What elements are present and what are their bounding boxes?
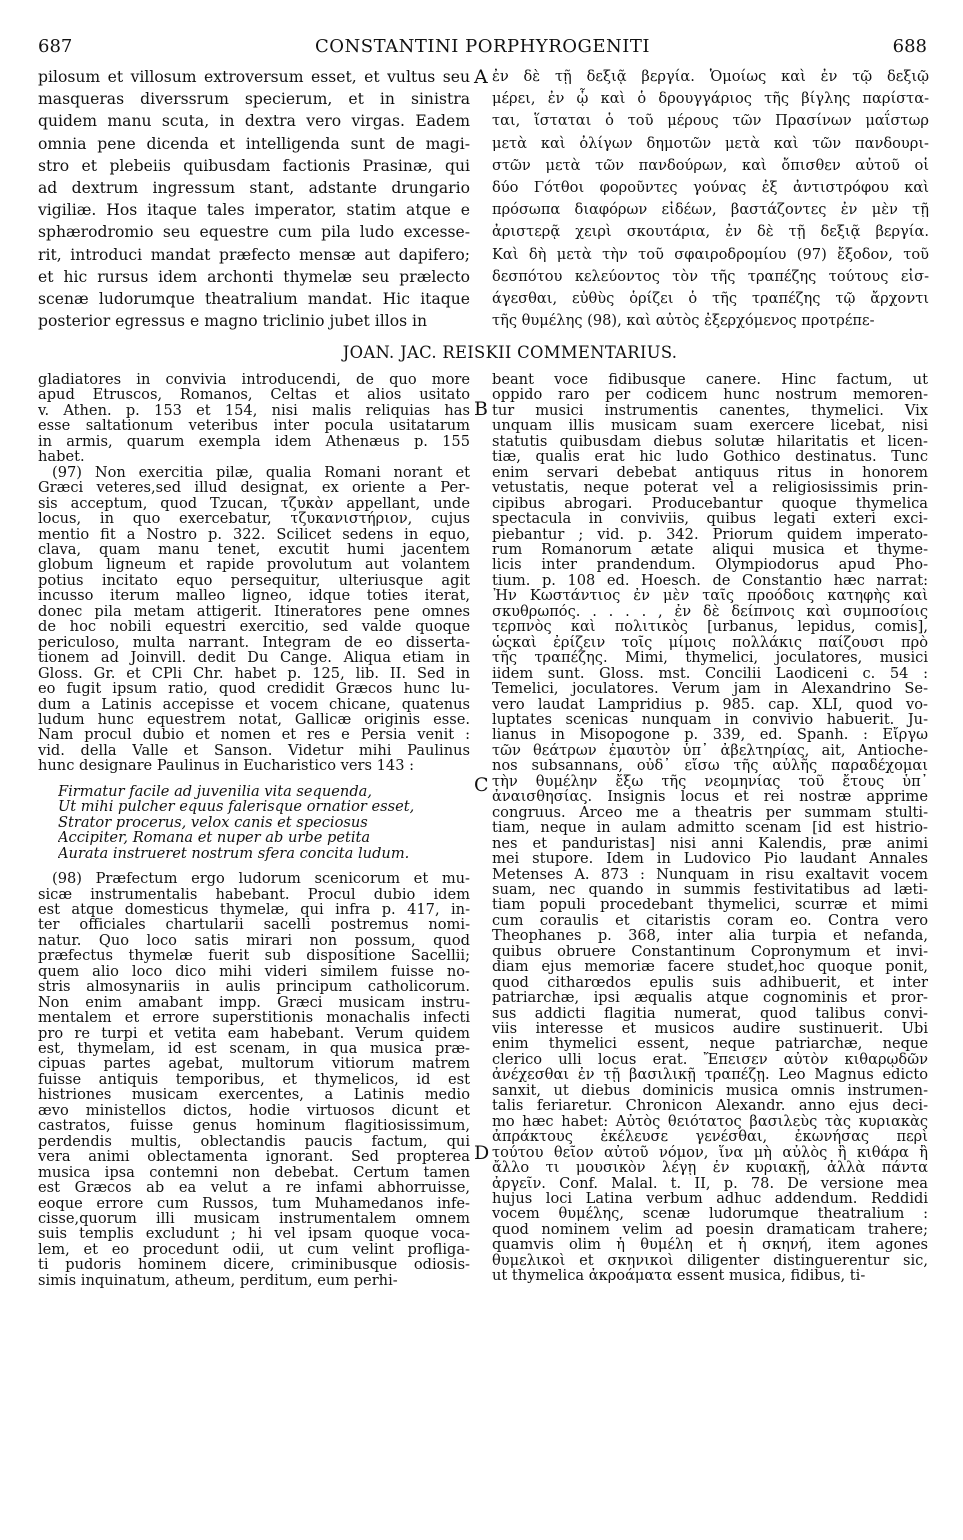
commentary-left-column — [38, 372, 470, 1288]
commentary-line: licis inter prandendum. Olympiodorus apud Pho- — [492, 557, 928, 573]
commentary-line: vero laudat Lampridius p. 985. cap. XLI, quod vo- — [492, 696, 928, 712]
poem-quotation — [58, 784, 470, 861]
latin-text-line: ad dextrum ingressum stant, adstante drungario — [38, 179, 470, 198]
commentary-line: tium. p. 108 ed. Hoesch. de Constantio hæc narrat: — [492, 572, 928, 589]
running-header — [38, 36, 927, 62]
commentary-line: vetustatis, neque poterat vel a religiosissimis prin- — [492, 480, 928, 496]
running-title: CONSTANTINI PORPHYROGENITI — [315, 36, 650, 57]
commentary-line: fuisse antiquis temporibus, et thymelicos, id est — [38, 1071, 470, 1088]
commentary-line: ludum hunc equestrem notat, Gallicæ originis esse. — [38, 711, 470, 728]
commentary-line: ut thymelica ἀκροάματα essent musica, fidibus, ti- — [492, 1268, 866, 1284]
commentary-line: nos subsannans, οὐδ᾽ εἴσω τῆς αὐλῆς παραδέχομαι — [492, 758, 928, 774]
commentary-line: ἀνέχεσθαι ἐν τῇ βασιλικῇ τραπέζῃ. Leo Magnus edicto — [492, 1067, 928, 1083]
commentary-line: histriones musicam exercentes, a Latinis medio — [38, 1087, 470, 1103]
commentary-line: unquam illis musicam suam exercere licebat, nisi — [492, 418, 928, 434]
commentary-line: enim thymelici essent, neque patriarchæ, neque — [492, 1036, 928, 1052]
commentary-line: clerico ulli locus erat. Ἔπεισεν αὐτὸν κιθαρῳδῶν — [492, 1051, 928, 1068]
commentary-line: diam ejus memoriæ facere studet,hoc quoque ponit, — [492, 959, 928, 975]
commentary-line: ævo ministellos dictos, hodie virtuosos dicunt et — [38, 1102, 470, 1119]
commentary-line: castratos, fuisse genus hominum flagitiosissimum, — [38, 1118, 470, 1134]
latin-text-line: vigiliæ. Hos itaque tales imperator, statim atque e — [38, 201, 470, 220]
commentary-line: ter officiales chartularii sacelli postremus nomi- — [38, 917, 470, 933]
commentary-line: cipibus abrogari. Producebantur quoque thymelica — [492, 495, 928, 512]
commentary-line: (97) Non exercitia pilæ, qualia Romani norant et — [52, 464, 470, 481]
commentary-line: spectacula in conviviis, quibus legati exteri exci- — [492, 511, 928, 527]
commentary-line: mentio fit a Nostro p. 322. Scilicet sedens in equo, — [38, 526, 470, 542]
commentary-line: donec pila metam attigerit. Itineratores pene omnes — [38, 603, 470, 620]
commentary-line: rum Romanorum ætate aliqui musica et thyme- — [492, 541, 928, 558]
commentary-line: ἄλλο τι μουσικὸν λέγῃ ἐν κυριακῇ, ἀλλὰ πάντα — [492, 1160, 928, 1176]
commentary-line: σκυθρωπός. . . . . , ἐν δὲ δείπνοις καὶ συμποσίοις — [492, 603, 928, 620]
commentary-line: quod citharœdos epulis suis adhibuerit, et inter — [492, 974, 928, 991]
commentary-line: lem, et eo procedunt odii, ut cum velint profliga- — [38, 1241, 470, 1258]
commentary-line: est Græcos ab ea velut a re infami abhorruisse, — [38, 1180, 470, 1196]
commentary-line: periculoso, multa narrant. Integram de eo disserta- — [38, 634, 470, 651]
latin-text-line: et hic rursus idem archonti thymelæ seu prælecto — [38, 267, 470, 286]
margin-mark-b: B — [474, 398, 488, 420]
commentary-line: sis acceptum, quod Tzucan, τζυκὰν appellant, unde — [38, 495, 470, 512]
greek-text-line: ἀριστερᾷ χειρὶ σκουτάρια, ἐν δὲ τῇ δεξιᾷ βεργία. — [492, 223, 929, 241]
commentary-right-column — [492, 372, 928, 1284]
commentary-line: cipuas partes agebat, multorum vitiorum matrem — [38, 1056, 470, 1072]
commentary-line: τὴν θυμέλην ἔξω τῆς νεομηνίας τοῦ ἔτους ὑπ᾽ — [492, 773, 928, 790]
greek-text-line: ται, ἵσταται ὁ τοῦ μέρους τῶν Πρασίνων μαΐστωρ — [492, 112, 929, 130]
commentary-line: lianus in Misopogone p. 339, ed. Spanh. : Εἴργω — [492, 727, 928, 743]
commentary-line: ἀργεῖν. Conf. Malal. t. II, p. 78. De versione mea — [492, 1175, 928, 1192]
commentary-line: eoque errore cum Russos, tum Muhamedanos infe- — [38, 1195, 470, 1212]
commentary-line: tionem ad Joinvill. dedit Du Cange. Aliqua etiam in — [38, 650, 470, 666]
page-number-right: 688 — [892, 36, 927, 57]
poem-line: Strator procerus, velox canis et speciosus — [58, 814, 368, 831]
commentary-line: vera animi oblectamenta ignorant. Sed propterea — [38, 1149, 470, 1165]
commentary-line: Non enim amabant impp. Græci musicam instru- — [38, 994, 470, 1011]
commentary-line: dum a Latinis accepisse et vocem chicane, quatenus — [38, 696, 470, 712]
greek-text-line: ἐν δὲ τῇ δεξιᾷ βεργία. Ὁμοίως καὶ ἐν τῷ δεξιῷ — [492, 68, 929, 85]
commentary-line: potius incitato equo persequitur, ulteriusque agit — [38, 572, 470, 589]
commentary-line: talis feriaretur. Chronicon Alexandr. anno ejus deci- — [492, 1098, 928, 1114]
commentary-line: sus addicti flagitia numerat, quod talibus convi- — [492, 1005, 928, 1022]
commentary-line: cisse,quorum illi musicam instrumentalem omnem — [38, 1211, 470, 1227]
commentary-line: nes et panduristas] nisi anni Kalendis, præ animi — [492, 835, 928, 852]
commentary-line: sicæ instrumentalis habebant. Procul dubio idem — [38, 886, 470, 902]
latin-text-line: scenæ ludorumque theatralium mandat. Hic itaque — [38, 290, 470, 309]
commentary-line: τούτου θεῖον αὐτοῦ νόμον, ἵνα μὴ αὐλὸς ἢ κιθάρα ἢ — [492, 1144, 928, 1161]
margin-mark-c: C — [474, 774, 489, 796]
commentary-line: patriarchæ, ipsi æqualis atque cognominis et pror- — [492, 990, 928, 1006]
greek-text-line: μετὰ καὶ ὀλίγων δημοτῶν μετὰ καὶ τῶν πανδουρι- — [492, 134, 929, 152]
commentary-line: perdendis multis, oblectandis paucis factum, qui — [38, 1133, 470, 1150]
main-text-latin — [38, 66, 470, 332]
commentary-line: beant voce fidibusque canere. Hinc factum, ut — [492, 372, 928, 388]
commentary-line: stris almosynariis in aulis principum catholicorum. — [38, 979, 470, 995]
commentary-line: oppido raro per codicem hunc nostrum memoren- — [492, 387, 928, 403]
commentary-line: Theophanes p. 368, inter alia turpia et nefanda, — [492, 928, 928, 944]
commentary-line: τῶν θεάτρων ἐμαυτὸν ὑπ᾽ ἀβελτηρίας, ait, Antioche- — [492, 742, 928, 759]
commentary-line: eo fugit ipsum ratio, quod credidit Græcos hunc lu- — [38, 681, 470, 697]
poem-line: Aurata instrueret nostrum sfera concita ludum. — [58, 845, 410, 862]
poem-line: Firmatur facile ad juvenilia vita sequenda, — [58, 783, 373, 800]
commentary-line: quibus obruere Constantinum Copronymum et invi- — [492, 943, 928, 960]
commentary-line: tiam populi procedebant thymelici, scurræ et mimi — [492, 897, 928, 913]
latin-text-line: pilosum et villosum extroversum esset, et vultus seu — [38, 68, 470, 86]
commentary-line: musica ipsa contemni non debebat. Certum tamen — [38, 1164, 470, 1181]
commentary-line: ὡςκαὶ ἐρίζειν τοῖς μίμοις πολλάκις παίζουσι πρὸ — [492, 634, 928, 651]
commentary-line: habet. — [38, 449, 85, 465]
commentary-title: JOAN. JAC. REISKII COMMENTARIUS. — [342, 343, 678, 362]
latin-text-line: omnia pene dicenda et intelligenda sunt de magi- — [38, 134, 470, 153]
commentary-line: quem alio loco dico mihi videri similem fuisse no- — [38, 963, 470, 980]
commentary-line: vocem θυμέλης, scenæ ludorumque theatralium : — [492, 1206, 928, 1222]
commentary-line: (98) Præfectum ergo ludorum scenicorum et mu- — [52, 871, 470, 887]
latin-text-line: rit, introduci mandat præfecto mensæ aut dapifero; — [38, 245, 470, 264]
commentary-line: iidem sunt. Gloss. mst. Concilii Laodiceni c. 54 : — [492, 665, 928, 682]
commentary-line: τερπνὸς καὶ πολιτικὸς [urbanus, lepidus, comis], — [492, 619, 928, 635]
margin-mark-a: A — [474, 66, 488, 88]
commentary-line: simis inquinatum, atheum, perditum, eum perhi- — [38, 1272, 398, 1289]
main-text-greek — [492, 66, 929, 332]
commentary-line: ἀναισθησίας. Insignis locus et rei nostræ apprime — [492, 789, 928, 805]
commentary-line: est atque domesticus thymelæ, qui infra p. 417, in- — [38, 901, 470, 918]
commentary-line: v. Athen. p. 153 et 154, nisi malis reliquias has — [38, 402, 470, 419]
poem-line: Accipiter, Romana et nuper ab urbe petita — [58, 830, 371, 846]
greek-text-line: άγεσθαι, εὐθὺς ὁρίζει ὁ τῆς τραπέζης τῷ ἄρχοντι — [492, 290, 929, 308]
commentary-line: congruus. Arceo me a theatris per summam stulti- — [492, 804, 928, 821]
commentary-line: esse saltationum veteribus inter pocula usitatarum — [38, 418, 470, 434]
commentary-line: gladiatores in convivia introducendi, de quo more — [38, 372, 470, 388]
commentary-line: Græci veteres,sed illud designat, ex oriente a Per- — [38, 480, 470, 496]
commentary-line: natur. Quo loco satis mirari non possum, quod — [38, 932, 470, 949]
commentary-line: piebantur ; vid. p. 342. Priorum quidem imperato- — [492, 526, 928, 542]
greek-text-line: μέρει, ἐν ᾧ καὶ ὁ δρουγγάριος τῆς βίγλης παρίστα- — [492, 90, 929, 108]
commentary-line: luptates scenicas nunquam in convivio habuerit. Ju- — [492, 711, 928, 728]
commentary-line: Nam procul dubio et nomen et res e Persia venit : — [38, 727, 470, 743]
commentary-line: sanxit, ut diebus dominicis musica omnis instrumen- — [492, 1082, 928, 1099]
commentary-line: cum coraulis et citaristis coram eo. Contra vero — [492, 912, 928, 929]
commentary-line: locus, in quo exercebatur, τζυκανιστήριον, cujus — [38, 511, 470, 527]
greek-text-line: Καὶ δὴ μετὰ τὴν τοῦ σφαιροδρομίου (97) ἔξοδον, τοῦ — [492, 245, 929, 263]
commentary-line: vid. della Valle et Sanson. Videtur mihi Paulinus — [38, 742, 470, 759]
commentary-line: enim servari debebat antiquus ritus in honorem — [492, 464, 928, 481]
latin-text-line: posterior egressus e magno triclinio jubet illos in — [38, 312, 428, 331]
commentary-line: Gloss. Gr. et CPli Chr. habet p. 125, lib. II. Sed in — [38, 665, 470, 682]
commentary-line: Ἦν Κωστάντιος ἐν μὲν ταῖς προόδοις κατηφὴς καὶ — [492, 588, 928, 604]
commentary-line: quamvis olim ἡ θυμέλη et ἡ σκηνή, item agones — [492, 1237, 928, 1253]
commentary-line: hujus loci Latina verbum adhuc addendum. Reddidi — [492, 1191, 928, 1207]
commentary-line: mei stupore. Idem in Ludovico Pio laudant Annales — [492, 851, 928, 867]
commentary-line: statutis quibusdam diebus solutæ hilaritatis et licen- — [492, 433, 928, 450]
commentary-line: ἀπράκτους ἐκέλευσε γενέσθαι, ἐκωνήσας περὶ — [492, 1129, 928, 1145]
commentary-line: tiæ, qualis erat hic ludo Gothico destinatus. Tunc — [492, 449, 928, 465]
commentary-line: mo hæc habet: Αὐτὸς θειότατος βασιλεὺς τὰς κυριακὰς — [492, 1113, 928, 1130]
greek-text-line: στῶν μετὰ τῶν πανδούρων, καὶ ὄπισθεν αὐτοῦ οἱ — [492, 156, 929, 174]
commentary-line: præfectus thymelæ fuerit sub dispositione Sacellii; — [38, 948, 470, 964]
commentary-line: in armis, quarum exempla idem Athenæus p. 155 — [38, 433, 470, 450]
commentary-line: est, thymelam, id est scenam, in qua musica præ- — [38, 1041, 470, 1057]
margin-mark-d: D — [474, 1142, 490, 1164]
commentary-line: θυμελικοὶ et σκηνικοὶ diligenter distinguerentur sic, — [492, 1252, 928, 1269]
commentary-line: apud Etruscos, Romanos, Celtas et alios usitato — [38, 387, 470, 403]
commentary-line: clava, quam manu tenet, excutit humi jacentem — [38, 541, 470, 558]
commentary-line: pro re turpi et vetita eam habebant. Verum quidem — [38, 1025, 470, 1042]
latin-text-line: quidem manu scuta, in dextra vero virgas. Eadem — [38, 112, 470, 131]
commentary-line: quod nominem velim ad poesin dramaticam trahere; — [492, 1221, 928, 1238]
latin-text-line: sphærodromio seu equestre cum pila ludo excesse- — [38, 223, 470, 242]
commentary-line: τῆς τραπέζης. Mimi, thymelici, joculatores, musici — [492, 650, 928, 666]
commentary-line: tiam, neque in aulam admitto scenam [id est histrio- — [492, 820, 928, 836]
commentary-line: suis templis excludunt ; hi vel ipsam quoque voca- — [38, 1226, 470, 1242]
commentary-line: de hoc nobili equestri exercitio, sed valde quoque — [38, 619, 470, 635]
commentary-line: incusso iterum malleo ligneo, idque toties iterat, — [38, 588, 470, 604]
commentary-line: globum ligneum et rapide provolutum aut volantem — [38, 557, 470, 573]
commentary-line: viis interesse et musicos audire sustinuerit. Ubi — [492, 1021, 928, 1037]
page-number-left: 687 — [38, 36, 73, 57]
greek-text-line: τῆς θυμέλης (98), καὶ αὐτὸς ἐξερχόμενος προτρέπε- — [492, 312, 875, 330]
latin-text-line: stro et plebeiis quibusdam factionis Prasinæ, qui — [38, 156, 470, 175]
greek-text-line: πρόσωπα διαφόρων εἰδέων, βαστάζοντες ἐν μὲν τῇ — [492, 201, 929, 219]
commentary-line: Temelici, joculatores. Verum jam in Alexandrino Se- — [492, 681, 928, 697]
commentary-line: suam, nec quando in summis festivitatibus ad læti- — [492, 881, 928, 898]
commentary-line: mentalem et errore superstitionis monachalis infecti — [38, 1010, 470, 1026]
commentary-line: tur musici instrumentis canentes, thymelici. Vix — [492, 402, 928, 419]
greek-text-line: δεσπότου κελεύοντος τὸν τῆς τραπέζης τούτους εἰσ- — [492, 267, 929, 285]
greek-text-line: δύο Γότθοι φοροῦντες γούνας ἐξ ἀντιστρόφου καὶ — [492, 179, 929, 197]
poem-line: Ut mihi pulcher equus falerisque ornatior esset, — [58, 799, 415, 815]
commentary-line: ti pudoris hominem dicere, criminibusque odiosis- — [38, 1257, 470, 1273]
latin-text-line: masqueras diverssrum specierum, et in sinistra — [38, 90, 470, 109]
commentary-line: Metenses A. 873 : Nunquam in risu exaltavit vocem — [492, 866, 928, 882]
commentary-line: hunc designare Paulinus in Eucharistico vers 143 : — [38, 758, 415, 774]
